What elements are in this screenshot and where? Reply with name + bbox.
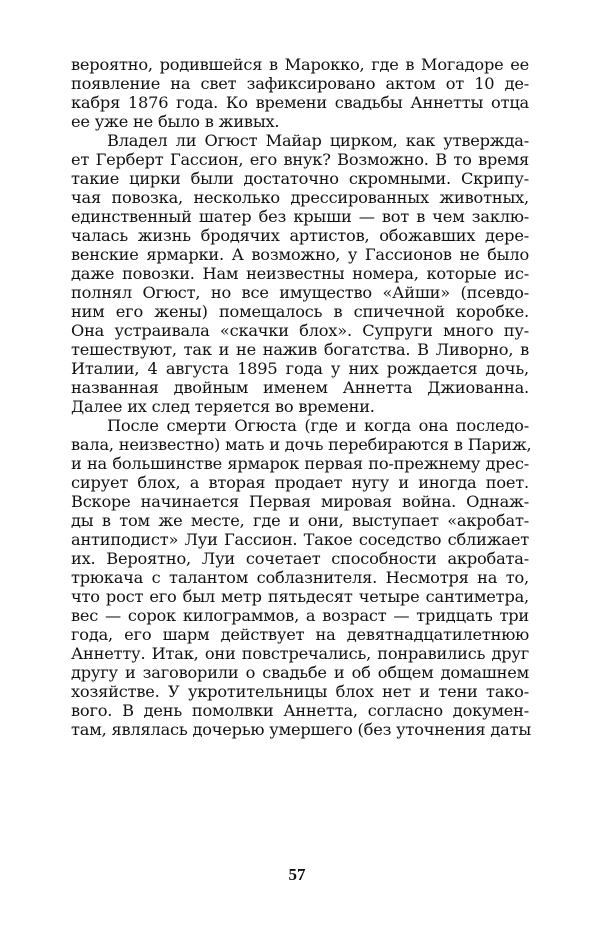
text-line: тешествуют, так и не нажив богатства. В Ливорно, в (71, 340, 529, 359)
text-line: чалась жизнь бродячих артистов, обожавших дере- (71, 226, 529, 245)
text-line: хозяйстве. У укротительницы блох нет и тени тако- (71, 682, 529, 701)
text-line: Аннетту. Итак, они повстречались, понравились друг (71, 644, 529, 663)
page-number: 57 (288, 865, 306, 884)
text-line: единственный шатер без крыши — вот в чем заклю- (71, 207, 529, 226)
text-line: появление на свет зафиксировано актом от 10 де- (71, 74, 529, 93)
text-line: их. Вероятно, Луи сочетает способности акробата- (71, 549, 529, 568)
text-line: Италии, 4 августа 1895 года у них рождается дочь, (71, 359, 529, 378)
text-line: вероятно, родившейся в Марокко, где в Могадоре ее (71, 55, 529, 74)
text-line: Далее их след теряется во времени. (71, 397, 375, 416)
paragraph (71, 416, 532, 739)
text-line: антиподист» Луи Гассион. Такое соседство сближает (71, 530, 529, 549)
text-line: что рост его был метр пятьдесят четыре сантиметра, (71, 587, 529, 606)
text-line: даже повозки. Нам неизвестны номера, которые ис- (71, 264, 529, 283)
text-line: и на большинстве ярмарок первая по-прежнему дрес- (71, 454, 529, 473)
text-line: Владел ли Огюст Майар цирком, как утвержда- (107, 131, 529, 150)
text-line: там, являлась дочерью умершего (без уточнения даты (71, 720, 532, 739)
text-line: чая повозка, несколько дрессированных животных, (71, 188, 529, 207)
text-line: названная двойным именем Аннетта Джиованна. (71, 378, 529, 397)
paragraph (71, 131, 529, 416)
text-line: года, его шарм действует на девятнадцатилетнюю (71, 625, 529, 644)
text-line: полнял Огюст, но все имущество «Айши» (псевдо- (71, 283, 529, 302)
text-line: ним его жены) помещалось в спичечной коробке. (71, 302, 529, 321)
text-line: После смерти Огюста (где и когда она последо- (107, 416, 529, 435)
text-line: такие цирки были достаточно скромными. Скрипу- (71, 169, 529, 188)
text-line: другу и заговорили о свадьбе и об общем домашнем (71, 663, 529, 682)
text-line: вала, неизвестно) мать и дочь перебираются в Париж, (71, 435, 532, 454)
text-line: вес — сорок килограммов, а возраст — тридцать три (71, 606, 529, 625)
text-line: сирует блох, а вторая продает нугу и иногда поет. (71, 473, 529, 492)
body-text (71, 55, 532, 739)
text-line: Вскоре начинается Первая мировая война. Однаж- (71, 492, 529, 511)
text-line: ет Герберт Гассион, его внук? Возможно. В то время (71, 150, 529, 169)
text-line: Она устраивала «скачки блох». Супруги много пу- (71, 321, 529, 340)
text-line: ее уже не было в живых. (71, 112, 280, 131)
text-line: ды в том же месте, где и они, выступает «акробат- (71, 511, 529, 530)
paragraph (71, 55, 529, 131)
text-line: венские ярмарки. А возможно, у Гассионов не было (71, 245, 529, 264)
text-line: трюкача с талантом соблазнителя. Несмотря на то, (71, 568, 529, 587)
text-line: кабря 1876 года. Ко времени свадьбы Аннетты отца (71, 93, 529, 112)
text-line: вого. В день помолвки Аннетта, согласно докумен- (71, 701, 529, 720)
